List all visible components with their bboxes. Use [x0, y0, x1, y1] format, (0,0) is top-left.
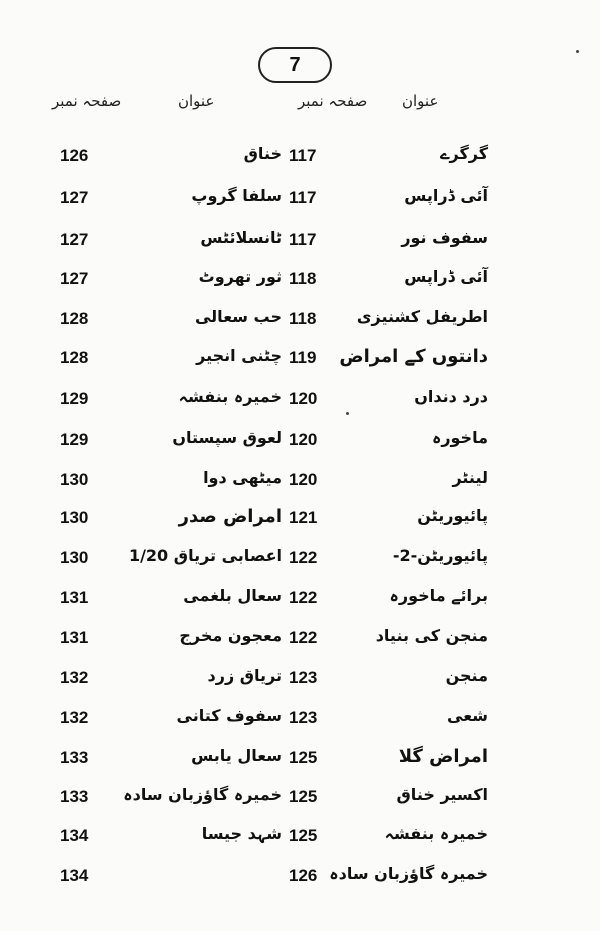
- left-page-number: 134: [60, 866, 89, 885]
- left-page-number: 127: [60, 188, 89, 207]
- left-page-number: 129: [60, 389, 89, 408]
- page-number: 7: [289, 53, 301, 76]
- page-number-badge: [258, 47, 332, 83]
- mid-page-number: 119: [289, 348, 317, 367]
- mid-page-number: 118: [289, 309, 317, 328]
- mid-title: امراض صدر: [178, 506, 282, 527]
- mid-title: ثور تھروٹ: [198, 267, 282, 286]
- left-page-number: 130: [60, 548, 89, 567]
- index-row: [0, 502, 600, 540]
- index-row: [0, 622, 600, 660]
- left-page-number: 127: [60, 269, 89, 288]
- index-row: [0, 781, 600, 819]
- mid-title: شہد جیسا: [201, 824, 282, 843]
- right-title: آئی ڈراپس: [404, 186, 488, 205]
- mid-page-number: 125: [289, 826, 318, 845]
- left-page-number: 128: [60, 348, 89, 367]
- mid-title: سفوف کتانی: [176, 706, 282, 725]
- mid-page-number: 125: [289, 787, 318, 806]
- mid-title: تریاق زرد: [207, 666, 282, 685]
- index-row: [0, 582, 600, 620]
- left-page-number: 126: [60, 146, 89, 165]
- right-title: خمیرہ گاؤزبان سادہ: [329, 864, 488, 883]
- left-page-number: 132: [60, 708, 89, 727]
- left-page-number: 128: [60, 309, 89, 328]
- right-title: سفوف نور: [401, 228, 488, 247]
- mid-title: لعوق سپستاں: [172, 428, 282, 447]
- left-page-number: 129: [60, 430, 89, 449]
- index-row: [0, 182, 600, 220]
- index-row: [0, 224, 600, 262]
- header-left-page: صفحہ نمبر: [52, 92, 122, 110]
- index-row: [0, 342, 600, 380]
- mid-page-number: 126: [289, 866, 318, 885]
- right-title: لینٹر: [452, 468, 488, 487]
- right-title: گرگرے: [440, 144, 488, 163]
- left-page-number: 127: [60, 230, 89, 249]
- right-title: شعی: [447, 706, 488, 725]
- mid-title: معجون مخرج: [179, 626, 282, 645]
- header-right-title: عنوان: [402, 92, 439, 110]
- mid-title: اعصابی تریاق 1/20: [128, 546, 282, 565]
- right-title: خمیرہ بنفشہ: [384, 824, 488, 843]
- mid-title: میٹھی دوا: [203, 468, 282, 487]
- mid-page-number: 118: [289, 269, 317, 288]
- speck-mark: [576, 50, 579, 53]
- mid-title: سلفا گروپ: [191, 186, 282, 205]
- mid-title: خمیرہ بنفشہ: [178, 387, 282, 406]
- right-title: برائے ماخورہ: [389, 586, 488, 605]
- mid-page-number: 122: [289, 548, 318, 567]
- index-row: [0, 742, 600, 780]
- mid-title: خمیرہ گاؤزبان سادہ: [123, 785, 282, 804]
- right-title: اطریفل کشنیزی: [356, 307, 488, 326]
- right-title: دانتوں کے امراض: [339, 346, 488, 367]
- index-row: [0, 702, 600, 740]
- header-left-title: عنوان: [178, 92, 215, 110]
- right-title: امراض گلا: [398, 746, 488, 767]
- left-page-number: 131: [60, 588, 89, 607]
- mid-page-number: 123: [289, 708, 318, 727]
- mid-page-number: 120: [289, 430, 318, 449]
- right-title: منجن: [445, 666, 488, 685]
- mid-page-number: 117: [289, 146, 317, 165]
- right-title: پائیوریٹن: [417, 506, 488, 525]
- mid-title: خناق: [243, 144, 282, 163]
- index-row: [0, 860, 600, 898]
- mid-page-number: 123: [289, 668, 318, 687]
- index-row: [0, 140, 600, 178]
- mid-page-number: 125: [289, 748, 318, 767]
- right-title: آئی ڈراپس: [404, 267, 488, 286]
- left-page-number: 130: [60, 470, 89, 489]
- mid-page-number: 117: [289, 188, 317, 207]
- mid-page-number: 122: [289, 588, 318, 607]
- index-row: [0, 662, 600, 700]
- right-title: اکسیر خناق: [396, 785, 488, 804]
- left-page-number: 134: [60, 826, 89, 845]
- index-row: [0, 263, 600, 301]
- mid-title: سعال یابس: [191, 746, 282, 765]
- index-row: [0, 303, 600, 341]
- left-page-number: 131: [60, 628, 89, 647]
- index-row: [0, 542, 600, 580]
- mid-page-number: 117: [289, 230, 317, 249]
- header-right-page: صفحہ نمبر: [298, 92, 368, 110]
- mid-title: سعال بلغمی: [183, 586, 282, 605]
- left-page-number: 133: [60, 787, 89, 806]
- right-title: ماخورہ: [431, 428, 488, 447]
- right-title: درد دنداں: [414, 387, 488, 406]
- right-title: پائیوریٹن-2-: [392, 546, 488, 565]
- mid-title: حب سعالی: [194, 307, 282, 326]
- mid-title: چٹنی انجیر: [196, 346, 282, 365]
- mid-page-number: 120: [289, 389, 318, 408]
- left-page-number: 130: [60, 508, 89, 527]
- mid-page-number: 122: [289, 628, 318, 647]
- index-row: [0, 383, 600, 421]
- left-page-number: 133: [60, 748, 89, 767]
- mid-title: ٹانسلائٹس: [200, 228, 282, 247]
- index-row: [0, 820, 600, 858]
- left-page-number: 132: [60, 668, 89, 687]
- index-row: [0, 464, 600, 502]
- right-title: منجن کی بنیاد: [375, 626, 488, 645]
- mid-page-number: 120: [289, 470, 318, 489]
- mid-page-number: 121: [289, 508, 318, 527]
- index-row: [0, 424, 600, 462]
